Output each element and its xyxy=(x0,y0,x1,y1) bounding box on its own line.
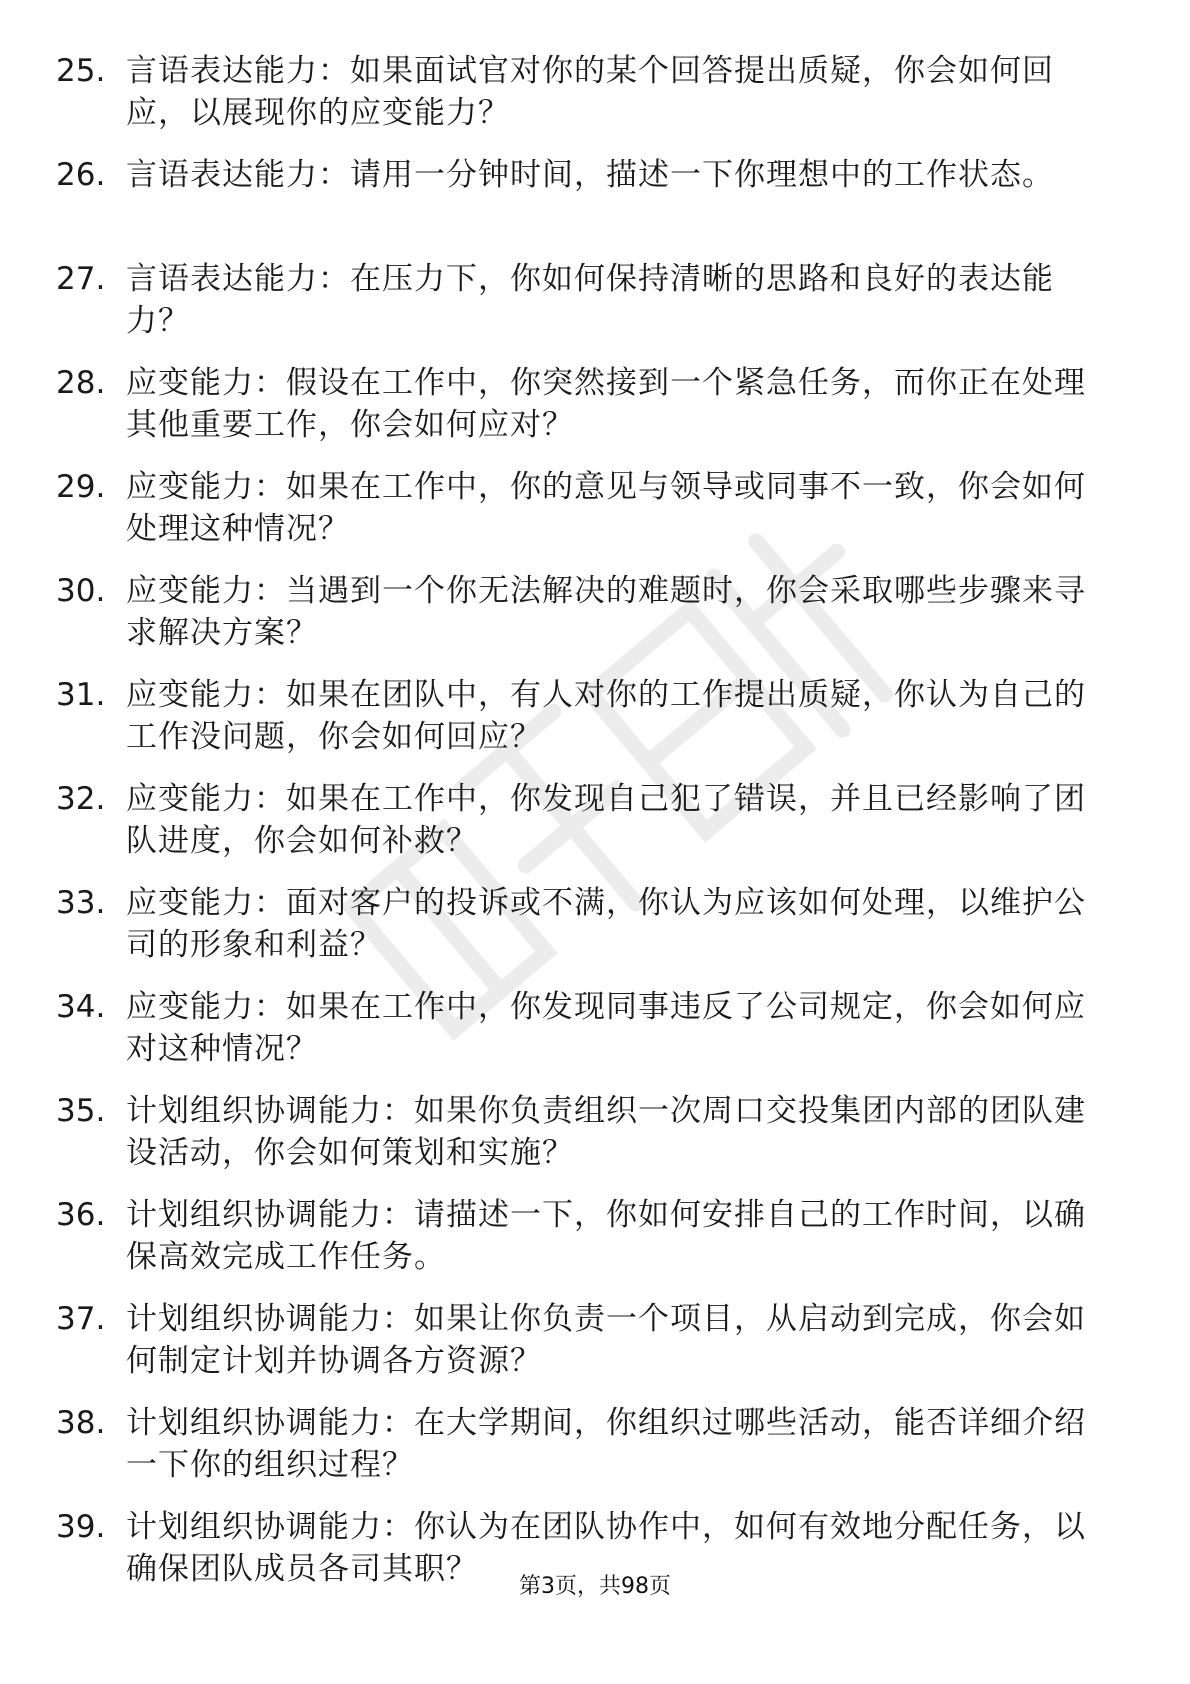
question-item xyxy=(0,882,1190,973)
question-number: 36. xyxy=(56,1197,106,1233)
question-item xyxy=(0,778,1190,869)
question-item xyxy=(0,50,1190,141)
question-number: 27. xyxy=(56,261,106,297)
question-text: 计划组织协调能力：请描述一下，你如何安排自己的工作时间，以确保高效完成工作任务。 xyxy=(126,1197,1086,1275)
page-footer: 第3页，共98页 xyxy=(519,1574,671,1599)
question-text: 言语表达能力：在压力下，你如何保持清晰的思路和良好的表达能力？ xyxy=(126,261,1054,339)
question-number: 28. xyxy=(56,365,106,401)
question-text: 应变能力：假设在工作中，你突然接到一个紧急任务，而你正在处理其他重要工作，你会如何应对？ xyxy=(126,365,1086,443)
question-number: 34. xyxy=(56,989,106,1025)
question-text: 计划组织协调能力：你认为在团队协作中，如何有效地分配任务，以确保团队成员各司其职？ xyxy=(126,1509,1086,1587)
question-item xyxy=(0,258,1190,349)
question-text: 应变能力：当遇到一个你无法解决的难题时，你会采取哪些步骤来寻求解决方案？ xyxy=(126,573,1086,651)
question-number: 39. xyxy=(56,1509,106,1545)
question-text: 言语表达能力：请用一分钟时间，描述一下你理想中的工作状态。 xyxy=(126,157,1054,193)
question-item xyxy=(0,154,1190,245)
question-item xyxy=(0,1090,1190,1181)
question-item xyxy=(0,1402,1190,1493)
question-item xyxy=(0,362,1190,453)
question-number: 33. xyxy=(56,885,106,921)
question-text: 应变能力：如果在工作中，你发现自己犯了错误，并且已经影响了团队进度，你会如何补救？ xyxy=(126,781,1086,859)
question-item xyxy=(0,674,1190,765)
question-number: 32. xyxy=(56,781,106,817)
question-number: 29. xyxy=(56,469,106,505)
question-text: 应变能力：如果在工作中，你发现同事违反了公司规定，你会如何应对这种情况？ xyxy=(126,989,1086,1067)
question-number: 25. xyxy=(56,53,106,89)
question-item xyxy=(0,466,1190,557)
question-text: 应变能力：如果在工作中，你的意见与领导或同事不一致，你会如何处理这种情况？ xyxy=(126,469,1086,547)
question-text: 应变能力：如果在团队中，有人对你的工作提出质疑，你认为自己的工作没问题，你会如何回应？ xyxy=(126,677,1086,755)
question-text: 计划组织协调能力：如果让你负责一个项目，从启动到完成，你会如何制定计划并协调各方资源？ xyxy=(126,1301,1086,1379)
question-item xyxy=(0,1194,1190,1285)
question-item xyxy=(0,1298,1190,1389)
question-text: 应变能力：面对客户的投诉或不满，你认为应该如何处理，以维护公司的形象和利益？ xyxy=(126,885,1086,963)
question-text: 言语表达能力：如果面试官对你的某个回答提出质疑，你会如何回应，以展现你的应变能力？ xyxy=(126,53,1054,131)
question-number: 26. xyxy=(56,157,106,193)
question-item xyxy=(0,570,1190,661)
question-text: 计划组织协调能力：如果你负责组织一次周口交投集团内部的团队建设活动，你会如何策划和实施？ xyxy=(126,1093,1086,1171)
question-item xyxy=(0,986,1190,1077)
question-number: 31. xyxy=(56,677,106,713)
question-number: 38. xyxy=(56,1405,106,1441)
question-number: 35. xyxy=(56,1093,106,1129)
question-number: 30. xyxy=(56,573,106,609)
question-list xyxy=(0,50,1190,1610)
question-text: 计划组织协调能力：在大学期间，你组织过哪些活动，能否详细介绍一下你的组织过程？ xyxy=(126,1405,1086,1483)
question-number: 37. xyxy=(56,1301,106,1337)
